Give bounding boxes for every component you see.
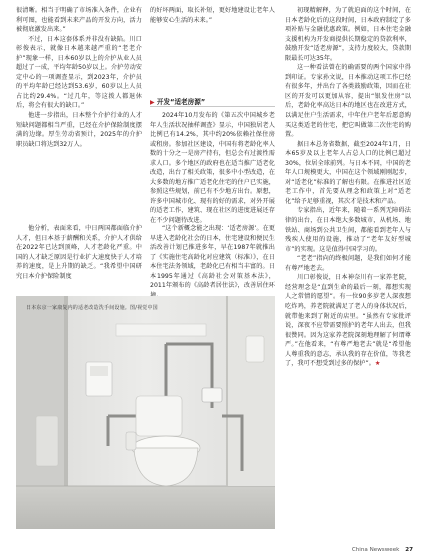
paragraph: 专家指出，近年来，随着一系列无障碍法律的出台，在日本绝大多数城市，从机场、地铁站、商场到公共卫生间，都能看到老年人与残疾人使用的设施，推动了“老年友好型城市”的实现。这是值得中国学习的。: [285, 207, 411, 253]
end-mark-icon: ★: [374, 360, 381, 368]
paragraph: 初现精解释，为了就迫面的这个时间，在日本老龄化后的这段时间，日本政府制定了多项补贴与金融优惠政策。例如，日本住宅金融支援机构为开发商提供长期稳定的贷款利率，鼓励开发“适老房源”，支持力度较大，贷款期限最长可达35年。: [285, 7, 411, 62]
paragraph: 不过，日本这套体系并非没有缺陷。川口彰俊表示，就像日本越来越严重的“老老介护”现象一样，日本60岁以上的介护从业人员超过了一成，平均年龄50岁以上。介护劳动安定中心的一项调查显示，到2023年，介护员的平均年龄已经达到53.6岁，60岁以上人员占比约29.4%。“过几年，等这拨人都退休后，将会有很大的缺口。”: [16, 35, 142, 110]
magazine-name: China Newsweek: [351, 547, 400, 553]
column-middle-mid: [150, 111, 275, 226]
section-heading: [150, 96, 275, 106]
column-right: [285, 6, 411, 369]
paragraph: 的好坏两面，取长补短，更好地建设让老年人能够安心生活的未来。”: [150, 7, 275, 24]
paragraph: 2024年10月发布的《第五次中国城乡老年人生活状况抽样调查》显示，中国独居老人比例已有14.2%，其中约20%依赖社保住房或租房。参加社区建设，中国有将老龄化率人数的十分之一是房产持有，但总会有过渡性需求人口。多个地区的政府也在适当推广适老化改造，出台了相关政策，很多中小型改造，在大多数的地方推广适老化住宅的住户已实施，参照这些规划，前已有不少地方出台。原想，许多中国城市化、现有的好的需求，对外开展的适老工作，建筑、现在社区的进度进展还存在不少问题待改进。: [150, 112, 275, 225]
paragraph: [285, 273, 411, 368]
column-left-bottom: [16, 224, 142, 281]
page-number: 27: [405, 547, 413, 553]
accessible-restroom-illustration: [16, 296, 275, 529]
page-footer: [352, 547, 413, 553]
paragraph: 他分析，表面来看，中日两国都面临介护人才，但日本基于薪酬和关系，介护人才供给在2022年已达到顶峰，人才老龄化严重。中国的人才缺乏原因是行业扩大速度快于人才培养的速度，是上升期的缺乏。“我希望中国研究日本介护保险制度: [16, 225, 142, 280]
bathroom-photo: [16, 296, 275, 529]
paragraph: 他进一步指出，日本整个介护行业的人才短缺问题都相当严重，已经在介护保险制度摆满的边缘。厚生劳动省预计，2025年的介护职员缺口将达到32万人。: [16, 112, 142, 148]
triangle-bullet-icon: ▶: [150, 99, 155, 106]
photo-caption: 日本东京一家康复内的适老改造洗手间设施。图/视觉中国: [26, 305, 158, 311]
paragraph: “这个新概念能之出现：‘适老房源’。在更早进入老龄化社会的日本，住宅建设和便民生活改善计划已推进多年，早在1987年就推出了《实施住宅高龄化对应建筑（标准）》，在日本住宅法务领域，老龄化已有相当丰富的。日本1995年通过《高龄社会对策基本法》，2011年颁布的《高龄者居住法》，改善居住环: [150, 225, 275, 290]
paragraph-text: 川口彰俊说，日本神奈川有一家养老院，经营理念是“直到生命的最后一刻，都想实现人之常情的愿望”。有一位90多岁老人深夜想吃炸鸡，养老院就满足了老人的身体状况后，就带他来到了附近的店里。“虽然有专家批评说，深夜不应带需要照护的老年人出去，但我很赞同。因为这家养老院深刻地理解了何谓尊严。”在他看来，“有尊严地老去”就是“希望他人尊重我的意志，承认我的存在价值，等我老了，我可不想受到过多的保护”。: [285, 274, 411, 368]
column-middle-bottom: [150, 224, 275, 300]
heading-divider: [150, 106, 275, 107]
section-heading-text: 开发“适老房源”: [156, 98, 206, 106]
paragraph: 很清晰。相当于明确了市场准入条件，企业有利可图，也能看到未来产品的开发方向，活力被彻底激发出来。”: [16, 7, 142, 34]
paragraph: 据日本总务省数据，截至2024年1月，日本65岁及以上老年人占总人口的比例已超过30%，位居全球前列。与日本不同，中国的老年人口规模更大，中国在这个领域刚刚起步，对“适老化”标准的了解也有限。在推进社区适老工作中，首先要从理念和政策上对“适老化”给予足够重视，其次才是技术和产品。: [285, 140, 411, 205]
column-left-top: [16, 6, 142, 149]
column-middle-top: [150, 6, 275, 25]
paragraph: “老老”指向的终极问题，是我们如何才能有尊严地老去。: [285, 255, 411, 272]
paragraph: 这一种看法曾在的确需要的两个国家中得到印证。专家孙文说，日本推动这项工作已经有很多年，并出台了各类鼓励政策，因而在社区的开发可以更加从容，提出“银发住房”以后，老龄化率高达日本的地区也在改进方式，以满足住户生活需求，中年住户老年后愿意购买这类适老的住宅，把它叫做第二次住宅的购置。: [285, 64, 411, 139]
